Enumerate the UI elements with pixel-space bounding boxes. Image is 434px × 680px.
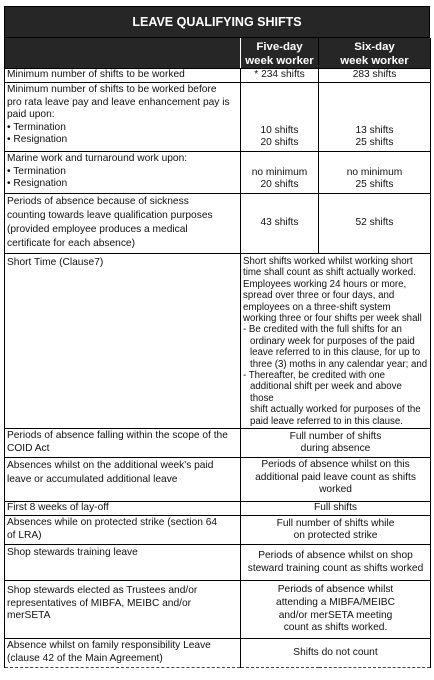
- text-line: employees on a three-shift system: [243, 301, 391, 313]
- table-row: [5, 254, 431, 429]
- label-line: counting towards leave qualification purposes: [7, 210, 213, 221]
- label-line: Periods of absence falling within the scope of the: [7, 430, 228, 442]
- table-row: [5, 545, 431, 581]
- row-label: [5, 458, 241, 502]
- five-day-value: * 234 shifts: [241, 69, 319, 83]
- table-row: [5, 639, 431, 668]
- table-row: [5, 69, 431, 83]
- label-line: pro rata leave pay and leave enhancement pay is: [7, 96, 230, 108]
- row-label: [5, 83, 241, 152]
- stewards-training-value: [241, 545, 431, 581]
- table-title: LEAVE QUALIFYING SHIFTS: [4, 6, 430, 38]
- six-day-value: 283 shifts: [319, 69, 431, 83]
- header-five-day-line1: Five-day: [256, 41, 303, 53]
- text-line: - Thereafter, be credited with one: [243, 370, 385, 382]
- header-blank: [5, 38, 241, 69]
- label-line: Marine work and turnaround work upon:: [7, 153, 188, 164]
- label-line: (clause 42 of the Main Agreement): [7, 652, 163, 664]
- table-row: [5, 429, 431, 458]
- text-line: working three or four shifts per week shall: [243, 313, 422, 325]
- label-line: certificate for each absence): [7, 238, 135, 249]
- header-five-day-line2: week worker: [245, 55, 314, 67]
- six-day-value: 52 shifts: [319, 194, 431, 254]
- text-line: shift actually worked for purposes of the: [250, 404, 421, 416]
- short-time-description: [241, 254, 431, 429]
- label-line: of LRA): [7, 529, 42, 541]
- row-label: [5, 639, 241, 668]
- row-label: [5, 581, 241, 639]
- text-line: leave referred to in this clause, for up to: [250, 347, 421, 359]
- table-row: [5, 581, 431, 639]
- value-line: 25 shifts: [355, 179, 394, 191]
- value-line: count as shifts worked.: [283, 622, 388, 634]
- text-line: spread over three or four days, and: [243, 290, 395, 302]
- label-line: paid upon:: [7, 109, 55, 121]
- five-day-value: [241, 152, 319, 194]
- label-line: Absences while on protected strike (section 64: [7, 517, 218, 529]
- label-line: • Termination: [7, 165, 66, 177]
- text-line: additional shift per week and above those: [250, 381, 402, 404]
- label-line: leave or accumulated additional leave: [7, 474, 178, 486]
- five-day-value: [241, 83, 319, 152]
- text-line: ordinary week for purposes of the paid: [250, 335, 415, 347]
- value-line: Full number of shifts while: [276, 517, 395, 529]
- value-line: steward training count as shifts worked: [247, 562, 424, 574]
- value-line: additional paid leave count as shifts: [255, 471, 416, 483]
- header-six-day-line2: week worker: [340, 55, 409, 67]
- additional-leave-value: [241, 458, 431, 502]
- text-line: Employees working 24 hours or more,: [243, 278, 407, 290]
- table-row: [5, 516, 431, 545]
- header-six-day-line1: Six-day: [354, 41, 395, 53]
- value-line: during absence: [300, 443, 371, 455]
- label-line: representatives of MIBFA, MEIBC and/or: [7, 597, 192, 609]
- value-line: Periods of absence whilst on this: [261, 459, 410, 471]
- label-line: COID Act: [7, 442, 50, 454]
- coid-value: [241, 429, 431, 458]
- label-line: Periods of absence because of sickness: [7, 196, 189, 207]
- label-line: Absence whilst on family responsibility Leave: [7, 640, 211, 652]
- label-line: merSETA: [7, 610, 51, 622]
- label-line: Minimum number of shifts to be worked before: [7, 84, 217, 95]
- value-line: no minimum: [251, 166, 308, 178]
- trustees-value: [241, 581, 431, 639]
- header-six-day: [319, 38, 431, 69]
- text-line: time shall count as shift actually worked.: [243, 267, 416, 279]
- label-line: • Resignation: [7, 134, 68, 146]
- header-five-day: [241, 38, 319, 69]
- label-line: Shop stewards elected as Trustees and/or: [7, 585, 198, 597]
- value-line: Full number of shifts: [289, 430, 382, 442]
- table-row: [5, 194, 431, 254]
- table-row: [5, 83, 431, 152]
- row-label: Shop stewards training leave: [5, 545, 241, 581]
- header-row: [5, 38, 431, 69]
- row-label: [5, 516, 241, 545]
- value-line: Periods of absence whilst on shop: [258, 550, 413, 561]
- value-line: 25 shifts: [355, 137, 394, 149]
- six-day-value: [319, 83, 431, 152]
- row-label: Minimum number of shifts to be worked: [5, 69, 241, 83]
- table-row: [5, 502, 431, 516]
- family-responsibility-value: Shifts do not count: [241, 639, 431, 668]
- table-row: [5, 458, 431, 502]
- table-row: [5, 152, 431, 194]
- row-label: First 8 weeks of lay-off: [5, 502, 241, 516]
- six-day-value: [319, 152, 431, 194]
- value-line: Periods of absence whilst: [277, 584, 394, 596]
- layoff-value: Full shifts: [241, 502, 431, 516]
- value-line: and/or merSETA meeting: [278, 609, 393, 621]
- text-line: Short shifts worked whilst working short: [243, 256, 413, 267]
- label-line: Absences whilst on the additional week's paid: [7, 460, 214, 472]
- strike-value: [241, 516, 431, 545]
- row-label: [5, 194, 241, 254]
- text-line: - Be credited with the full shifts for an: [243, 324, 402, 336]
- value-line: no minimum: [346, 166, 403, 178]
- value-line: 20 shifts: [260, 137, 299, 149]
- row-label: [5, 152, 241, 194]
- value-line: on protected strike: [293, 530, 378, 542]
- value-line: attending a MIBFA/MEIBC: [276, 597, 395, 608]
- row-label: Short Time (Clause7): [5, 254, 241, 429]
- label-line: • Termination: [7, 121, 66, 133]
- label-line: (provided employee produces a medical: [7, 224, 188, 235]
- value-line: worked: [319, 484, 352, 496]
- text-line: three (3) moths in any calendar year; and: [250, 358, 428, 370]
- row-label: [5, 429, 241, 458]
- value-line: 20 shifts: [260, 179, 299, 191]
- text-line: paid leave referred to in this clause.: [250, 415, 403, 427]
- value-line: 13 shifts: [355, 124, 394, 136]
- five-day-value: 43 shifts: [241, 194, 319, 254]
- label-line: • Resignation: [7, 178, 68, 190]
- value-line: 10 shifts: [260, 124, 299, 136]
- leave-shifts-table: [4, 38, 431, 668]
